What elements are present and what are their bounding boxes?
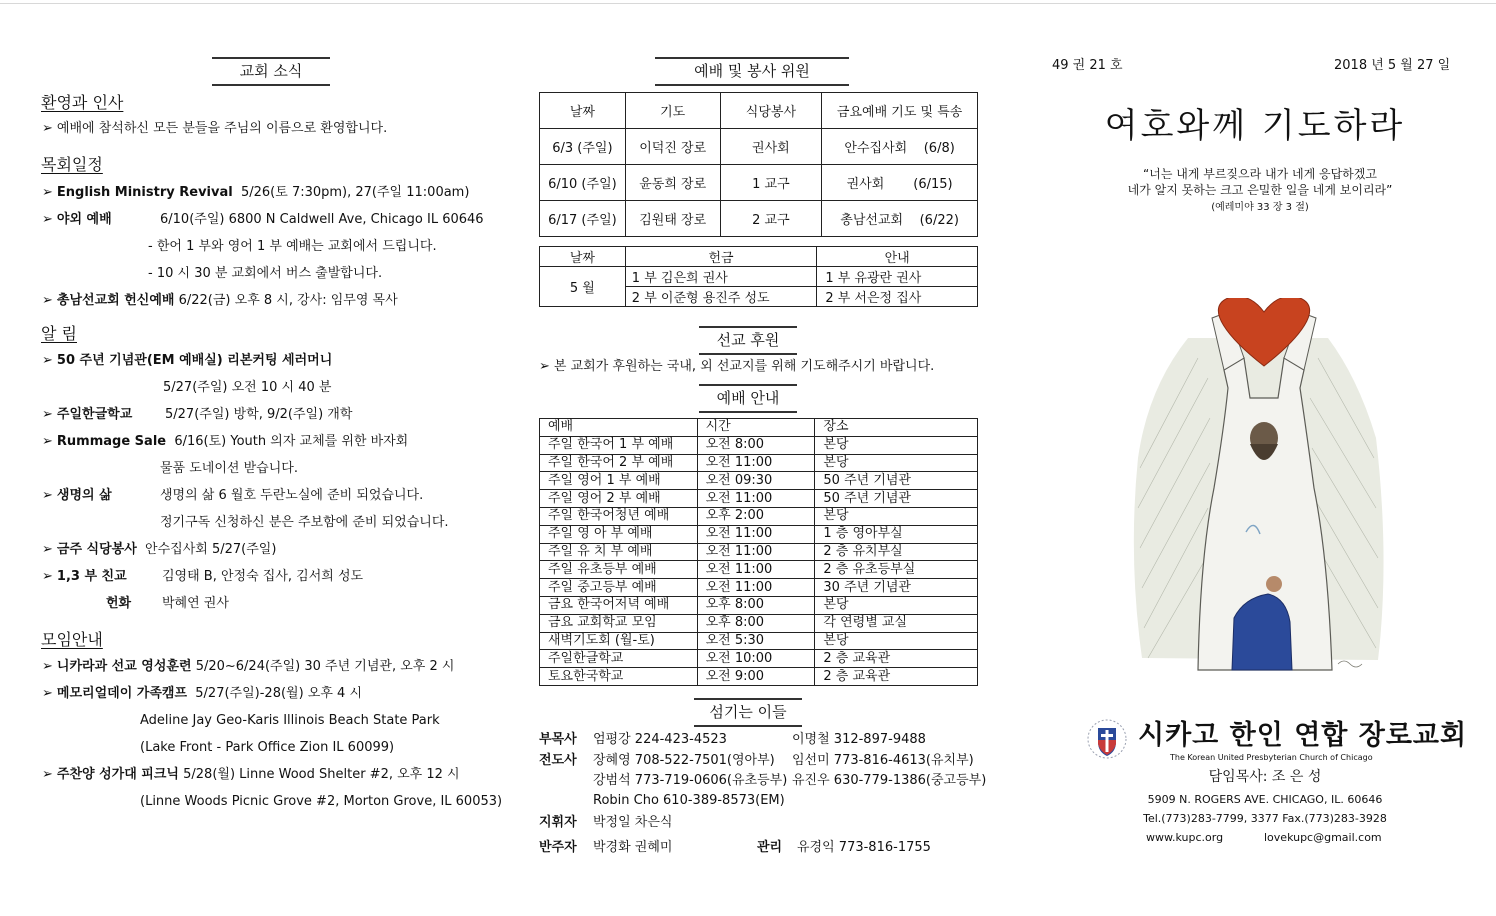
service-cell: 오후 2:00 [697, 507, 815, 525]
duty-cell: 6/10 (주일) [540, 165, 626, 201]
service-cell: 오전 09:30 [697, 472, 815, 490]
service-cell: 주일한글학교 [540, 650, 698, 668]
conductor-label: 지휘자 [539, 815, 577, 830]
service-cell: 본당 [815, 454, 978, 472]
service-cell: 오후 8:00 [697, 596, 815, 614]
service-cell: 본당 [815, 436, 978, 454]
schedule-outdoor-sub1: - 한어 1 부와 영어 1 부 예배는 교회에서 드립니다. [148, 239, 437, 254]
church-logo-icon [1086, 718, 1128, 760]
service-cell: 오전 9:00 [697, 668, 815, 686]
notice-heading: 알 림 [41, 324, 77, 343]
meeting-camp-sub1: Adeline Jay Geo-Karis Illinois Beach State Park [140, 713, 440, 728]
welcome-heading: 환영과 인사 [41, 93, 124, 112]
service-row [540, 668, 978, 686]
meeting-camp-sub2: (Lake Front - Park Office Zion IL 60099) [140, 740, 395, 755]
service-cell: 토요한국학교 [540, 668, 698, 686]
service-table [539, 418, 978, 686]
service-row [540, 650, 978, 668]
duty-row [540, 165, 978, 201]
service-row [540, 632, 978, 650]
duty-cell: 총남선교회 (6/22) [822, 201, 978, 237]
assoc-pastor-2: 이명철 312-897-9488 [792, 732, 926, 747]
worship-duty-title: 예배 및 봉사 위원 [655, 57, 849, 86]
meeting-item-nicaragua: ➢ 니카라과 선교 영성훈련 5/20~6/24(주일) 30 주년 기념관, 오후 2 시 [42, 659, 455, 674]
notice-flowers-label: 헌화 [106, 596, 132, 611]
evangelist-5: Robin Cho 610-389-8573(EM) [593, 793, 785, 808]
headline: 여호와께 기도하라 [1104, 106, 1406, 146]
offering-header-row [540, 247, 978, 267]
duty-header-cell: 금요예배 기도 및 특송 [822, 93, 978, 129]
service-cell: 오전 11:00 [697, 490, 815, 508]
notice-item-life: ➢ 생명의 삶 [42, 488, 112, 503]
service-cell: 2 층 유초등부실 [815, 561, 978, 579]
church-news-title: 교회 소식 [212, 57, 330, 86]
service-cell: 본당 [815, 632, 978, 650]
service-cell: 오전 11:00 [697, 454, 815, 472]
evangelist-1: 장혜영 708-522-7501(영아부) [593, 753, 775, 768]
church-phone: Tel.(773)283-7799, 3377 Fax.(773)283-3928 [1143, 812, 1387, 825]
service-cell: 오전 10:00 [697, 650, 815, 668]
notice-item-kitchen: ➢ 금주 식당봉사 안수집사회 5/27(주일) [42, 542, 277, 557]
service-cell: 오전 11:00 [697, 561, 815, 579]
service-cell: 1 층 영아부실 [815, 525, 978, 543]
notice-life-sub: 정기구독 신청하신 분은 주보함에 준비 되었습니다. [160, 515, 449, 530]
service-row [540, 507, 978, 525]
church-website[interactable]: www.kupc.org [1146, 831, 1224, 844]
service-cell: 오전 8:00 [697, 436, 815, 454]
notice-ribbon-sub: 5/27(주일) 오전 10 시 40 분 [163, 380, 332, 395]
service-cell: 오전 5:30 [697, 632, 815, 650]
notice-item-rummage: ➢ Rummage Sale 6/16(토) Youth 의자 교체를 위한 바자회 [42, 434, 409, 449]
service-cell: 주일 영어 2 부 예배 [540, 490, 698, 508]
issue-date: 2018 년 5 월 27 일 [1334, 58, 1451, 73]
schedule-outdoor-sub2: - 10 시 30 분 교회에서 버스 출발합니다. [148, 266, 383, 281]
duty-cell: 2 교구 [720, 201, 822, 237]
prayer-illustration [1128, 298, 1390, 678]
assoc-pastor-1: 엄평강 224-423-4523 [593, 732, 727, 747]
evangelist-4: 유진우 630-779-1386(중고등부) [792, 773, 987, 788]
service-cell: 금요 교회학교 모임 [540, 614, 698, 632]
duty-cell: 1 교구 [720, 165, 822, 201]
service-row [540, 614, 978, 632]
service-row [540, 436, 978, 454]
service-cell: 30 주년 기념관 [815, 579, 978, 597]
verse-reference: (예레미야 33 장 3 절) [1211, 202, 1309, 213]
schedule-item-revival: ➢ English Ministry Revival 5/26(토 7:30pm), 27(주일 11:00am) [42, 185, 470, 200]
service-cell: 주일 한국어 1 부 예배 [540, 436, 698, 454]
evangelist-2: 임선미 773-816-4613(유치부) [792, 753, 974, 768]
meeting-item-choir: ➢ 주찬양 성가대 피크닉 5/28(월) Linne Wood Shelter #2, 오후 12 시 [42, 767, 460, 782]
evangelist-3: 강범석 773-719-0606(유초등부) [593, 773, 788, 788]
service-cell: 새벽기도회 (월-토) [540, 632, 698, 650]
duty-cell: 6/17 (주일) [540, 201, 626, 237]
notice-life-text: 생명의 삶 6 월호 두란노실에 준비 되었습니다. [160, 488, 424, 503]
notice-fellowship-text: 김영태 B, 안정숙 집사, 김서희 성도 [162, 569, 364, 584]
notice-item-fellowship: ➢ 1,3 부 친교 [42, 569, 127, 584]
notice-korean-school-text: 5/27(주일) 방학, 9/2(주일) 개학 [165, 407, 353, 422]
meeting-item-camp: ➢ 메모리얼데이 가족캠프 5/27(주일)-28(월) 오후 4 시 [42, 686, 363, 701]
service-header-cell: 시간 [697, 419, 815, 437]
schedule-heading: 목회일정 [41, 155, 103, 174]
meeting-choir-sub: (Linne Woods Picnic Grove #2, Morton Grove, IL 60053) [140, 794, 503, 809]
service-cell: 주일 영 아 부 예배 [540, 525, 698, 543]
volume-number: 49 권 21 호 [1052, 58, 1123, 73]
duty-header-cell: 날짜 [540, 93, 626, 129]
service-cell: 오후 8:00 [697, 614, 815, 632]
church-email[interactable]: lovekupc@gmail.com [1264, 831, 1382, 844]
notice-rummage-sub: 물품 도네이션 받습니다. [160, 461, 298, 476]
offering-table [539, 246, 978, 307]
service-cell: 주일 한국어청년 예배 [540, 507, 698, 525]
service-cell: 본당 [815, 507, 978, 525]
schedule-outdoor-text: 6/10(주일) 6800 N Caldwell Ave, Chicago IL 60646 [160, 212, 484, 227]
notice-flowers-text: 박혜연 권사 [162, 596, 229, 611]
duty-cell: 권사회 (6/15) [822, 165, 978, 201]
duty-row [540, 201, 978, 237]
usher-cell: 1 부 유광란 권사 [817, 267, 978, 287]
service-cell: 본당 [815, 596, 978, 614]
service-cell: 2 층 교육관 [815, 650, 978, 668]
service-cell: 2 층 교육관 [815, 668, 978, 686]
duty-cell: 이덕진 장로 [625, 129, 720, 165]
service-cell: 금요 한국어저녁 예배 [540, 596, 698, 614]
service-cell: 주일 영어 1 부 예배 [540, 472, 698, 490]
evangelist-label: 전도사 [539, 753, 577, 768]
duty-header-cell: 기도 [625, 93, 720, 129]
meeting-heading: 모임안내 [41, 630, 103, 649]
service-cell: 주일 한국어 2 부 예배 [540, 454, 698, 472]
service-cell: 오전 11:00 [697, 525, 815, 543]
welcome-text: ➢ 예배에 참석하신 모든 분들을 주님의 이름으로 환영합니다. [42, 121, 388, 136]
duty-cell: 김원태 장로 [625, 201, 720, 237]
service-row [540, 472, 978, 490]
service-cell: 2 층 유치부실 [815, 543, 978, 561]
duty-header-cell: 식당봉사 [720, 93, 822, 129]
schedule-item-outdoor: ➢ 야외 예배 [42, 212, 112, 227]
service-row [540, 579, 978, 597]
service-cell: 오전 11:00 [697, 543, 815, 561]
notice-item-korean-school: ➢ 주일한글학교 [42, 407, 133, 422]
kneeling-head [1266, 576, 1282, 592]
offering-cell: 2 부 이준형 용진주 성도 [625, 287, 817, 307]
service-header-row [540, 419, 978, 437]
service-cell: 주일 유 치 부 예배 [540, 543, 698, 561]
church-name-english: The Korean United Presbyterian Church of Chicago [1170, 753, 1373, 762]
service-cell: 오전 11:00 [697, 579, 815, 597]
top-border [0, 3, 1496, 4]
verse-line-2: 네가 알지 못하는 크고 은밀한 일을 네게 보이리라” [1127, 183, 1393, 197]
service-cell: 각 연령별 교실 [815, 614, 978, 632]
service-header-cell: 장소 [815, 419, 978, 437]
service-row [540, 596, 978, 614]
service-header-cell: 예배 [540, 419, 698, 437]
senior-pastor: 담임목사: 조 은 성 [1208, 769, 1322, 785]
offering-month: 5 월 [540, 267, 626, 307]
service-guide-title: 예배 안내 [699, 384, 797, 413]
duty-cell: 윤동희 장로 [625, 165, 720, 201]
church-name: 시카고 한인 연합 장로교회 [1138, 720, 1468, 751]
duty-row [540, 129, 978, 165]
conductor-text: 박정일 차은식 [593, 815, 673, 830]
management-text: 유경익 773-816-1755 [797, 840, 931, 855]
offering-cell: 1 부 김은희 권사 [625, 267, 817, 287]
assoc-pastor-label: 부목사 [539, 732, 577, 747]
mission-text: ➢ 본 교회가 후원하는 국내, 외 선교지를 위해 기도해주시기 바랍니다. [539, 359, 935, 374]
duty-header-row [540, 93, 978, 129]
service-cell: 주일 중고등부 예배 [540, 579, 698, 597]
duty-cell: 6/3 (주일) [540, 129, 626, 165]
duty-table [539, 92, 978, 237]
service-row [540, 525, 978, 543]
church-address: 5909 N. ROGERS AVE. CHICAGO, IL. 60646 [1147, 793, 1383, 806]
duty-cell: 권사회 [720, 129, 822, 165]
service-row [540, 543, 978, 561]
service-row [540, 454, 978, 472]
schedule-item-mens: ➢ 총남선교회 헌신예배 6/22(금) 오후 8 시, 강사: 임무영 목사 [42, 293, 398, 308]
accompanist-text: 박경화 권혜미 [593, 840, 673, 855]
service-row [540, 490, 978, 508]
offering-header-cell: 안내 [817, 247, 978, 267]
offering-row [540, 267, 978, 287]
management-label: 관리 [757, 840, 783, 855]
offering-header-cell: 헌금 [625, 247, 817, 267]
service-cell: 주일 유초등부 예배 [540, 561, 698, 579]
staff-title: 섬기는 이들 [694, 698, 802, 727]
verse-line-1: “너는 내게 부르짖으라 내가 네게 응답하겠고 [1143, 167, 1377, 181]
mission-title: 선교 후원 [699, 326, 797, 355]
offering-header-cell: 날짜 [540, 247, 626, 267]
duty-cell: 안수집사회 (6/8) [822, 129, 978, 165]
service-row [540, 561, 978, 579]
service-cell: 50 주년 기념관 [815, 490, 978, 508]
accompanist-label: 반주자 [539, 840, 577, 855]
service-cell: 50 주년 기념관 [815, 472, 978, 490]
notice-item-ribbon: ➢ 50 주년 기념관(EM 예배실) 리본커팅 세러머니 [42, 353, 333, 368]
usher-cell: 2 부 서은정 집사 [817, 287, 978, 307]
